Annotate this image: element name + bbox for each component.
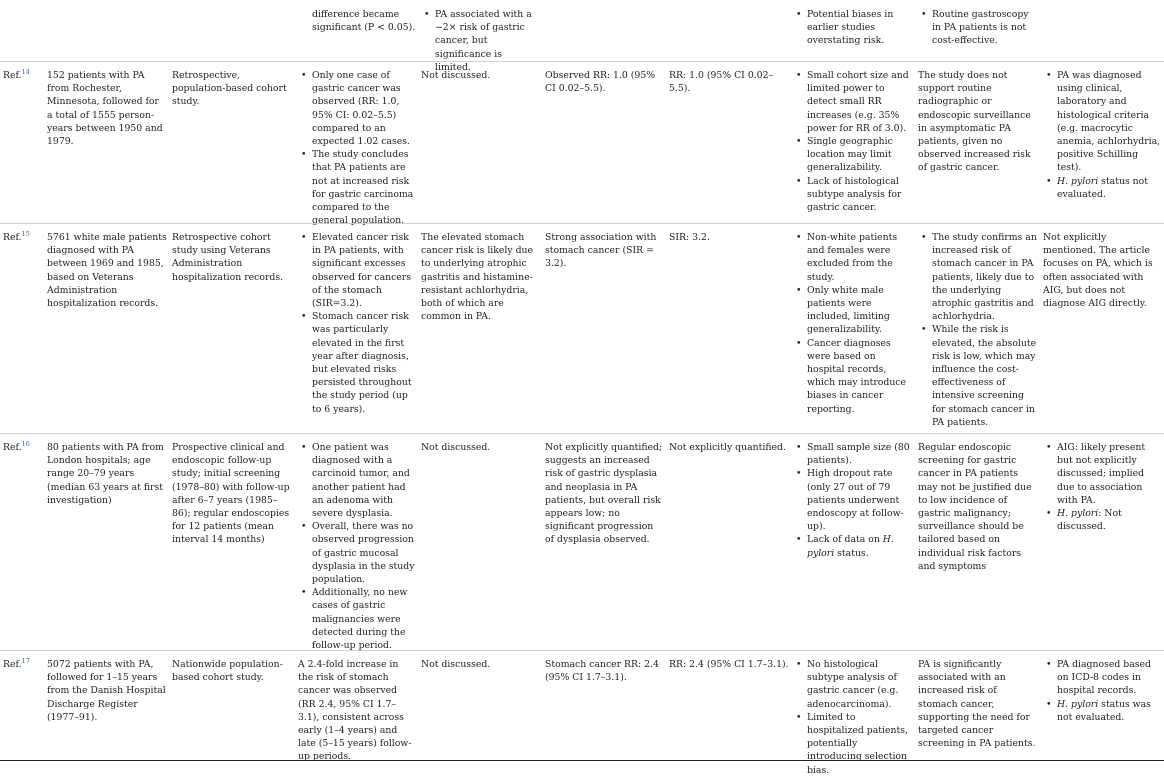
notes-cell — [1043, 441, 1162, 533]
list-item: • Small cohort size and limited power to detect small RR increases (e.g. 35% power for RR of 3.0). — [796, 70, 909, 134]
notes-cell: Not explicitly mentioned. The article focuses on PA, which is often associated with AIG, but does not diagnose AIG directly. — [1043, 232, 1153, 310]
implications-cell — [918, 231, 1038, 429]
list-item: • Only one case of gastric cancer was observed (RR: 1.0, 95% CI: 0.02–5.5) compared to an expected 1.02 cases. — [301, 70, 410, 148]
list-item: • Stomach cancer risk was particularly elevated in the first year after diagnosis, but elevated risks persisted throughout the study period (up to 6 years). — [301, 311, 412, 415]
findings-cell: A 2.4-fold increase in the risk of stomach cancer was observed (RR 2.4, 95% CI 1.7–3.1), consistent across early (1–4 years) and late (5–15 years) follow-up periods. — [298, 659, 412, 763]
notes-cell — [1043, 69, 1162, 201]
list-item: • While the risk is elevated, the absolute risk is low, which may influence the cost-effectiveness of intensive screening for stomach cancer in PA patients. — [921, 324, 1037, 428]
mechanism-cell: The elevated stomach cancer risk is likely due to underlying atrophic gastritis and histamine-resistant achlorhydria, both of which are common in PA. — [421, 232, 534, 323]
list-item: • Lack of data on H. pylori status. — [796, 534, 894, 559]
list-item: • Routine gastroscopy in PA patients is not cost-effective. — [921, 9, 1029, 47]
list-item: • H. pylori: Not discussed. — [1046, 508, 1122, 533]
limitations-cell — [793, 658, 913, 777]
list-item: • PA diagnosed based on ICD-8 codes in hospital records. — [1046, 659, 1151, 697]
population-cell: 80 patients with PA from London hospitals; age range 20–79 years (median 63 years at first investigation) — [47, 442, 164, 506]
design-cell: Prospective clinical and endoscopic follow-up study; initial screening (1978–80) with follow-up after 6–7 years (1985–86); regular endoscopies for 12 patients (mean interval 14 months) — [172, 442, 290, 546]
list-item: • H. pylori status not evaluated. — [1046, 175, 1148, 200]
risk-cell: Strong association with stomach cancer (SIR = 3.2). — [545, 232, 657, 270]
ref-link[interactable]: 15 — [21, 229, 30, 238]
list-item: • Potential biases in earlier studies overstating risk. — [796, 9, 894, 47]
mechanism-cell: Not discussed. — [421, 442, 491, 453]
list-item: • One patient was diagnosed with a carcinoid tumor, and another patient had an adenoma with severe dysplasia. — [301, 442, 410, 520]
stat-cell: RR: 2.4 (95% CI 1.7–3.1). — [669, 659, 789, 670]
ref-cell: Ref.$^{15}$ — [3, 229, 30, 243]
risk-cell: Observed RR: 1.0 (95% CI 0.02–5.5). — [545, 70, 656, 95]
list-item: • PA was diagnosed using clinical, laboratory and histological criteria (e.g. macrocytic anemia, achlorhydria, positive Schilling test). — [1046, 70, 1161, 174]
implications-cell — [918, 8, 1038, 48]
population-cell: 152 patients with PA from Rochester, Minnesota, followed for a total of 1555 person-years between 1950 and 1979. — [47, 70, 163, 148]
population-cell: 5072 patients with PA, followed for 1–15 years from the Danish Hospital Discharge Register (1977–91). — [47, 659, 166, 723]
list-item: • Single geographic location may limit generalizability. — [796, 136, 893, 174]
ref-cell: Ref.$^{14}$ — [3, 67, 30, 81]
list-item: • Additionally, no new cases of gastric malignancies were detected during the follow-up period. — [301, 587, 408, 652]
findings-text: difference became significant (P < 0.05). — [312, 9, 416, 34]
implications-cell: The study does not support routine radiographic or endoscopic surveillance in asymptomatic PA patients, given no observed increased risk of gastric cancer. — [918, 70, 1031, 174]
limitations-cell — [793, 441, 913, 560]
list-item: • Lack of histological subtype analysis for gastric cancer. — [796, 175, 902, 214]
risk-cell: Stomach cancer RR: 2.4 (95% CI 1.7–3.1). — [545, 659, 659, 684]
ref-link[interactable]: 16 — [21, 439, 30, 448]
stat-cell: RR: 1.0 (95% CI 0.02–5.5). — [669, 70, 774, 95]
limitations-cell — [793, 231, 913, 416]
findings-cell — [298, 441, 416, 652]
mechanism-cell: Not discussed. — [421, 70, 491, 81]
table-row — [0, 650, 1164, 776]
notes-cell — [1043, 658, 1162, 724]
mechanism-cell: Not discussed. — [421, 659, 491, 670]
list-item: • Non-white patients and females were excluded from the study. — [796, 232, 898, 283]
table-row — [0, 223, 1164, 434]
findings-cell — [298, 231, 416, 416]
design-cell: Retrospective, population-based cohort study. — [172, 70, 287, 108]
ref-link[interactable]: 14 — [21, 67, 30, 76]
ref-cell: Ref.$^{17}$ — [3, 656, 30, 670]
stat-cell: SIR: 3.2. — [669, 232, 710, 243]
list-item: • Limited to hospitalized patients, potentially introducing selection bias. — [796, 711, 908, 776]
ref-cell: Ref.$^{16}$ — [3, 439, 30, 453]
table-row — [0, 61, 1164, 227]
list-item: • Overall, there was no observed progression of gastric mucosal dysplasia in the study population. — [301, 521, 415, 586]
implications-cell: PA is significantly associated with an increased risk of stomach cancer, supporting the need for targeted cancer screening in PA patients. — [918, 659, 1036, 750]
list-item: • AIG: likely present but not explicitly discussed; implied due to association with PA. — [1046, 442, 1146, 506]
list-item: • High dropout rate (only 27 out of 79 patients underwent endoscopy at follow-up). — [796, 468, 904, 533]
list-item: • The study confirms an increased risk of stomach cancer in PA patients, likely due to the underlying atrophic gastritis and achlorhydria. — [921, 232, 1037, 323]
list-item: • No histological subtype analysis of gastric cancer (e.g. adenocarcinoma). — [796, 659, 899, 710]
stat-cell: Not explicitly quantified. — [669, 442, 786, 453]
list-item: • The study concludes that PA patients are not at increased risk for gastric carcinoma compared to the general population. — [301, 149, 414, 227]
table-bottom-rule — [0, 760, 1164, 761]
table-row — [0, 433, 1164, 651]
list-item: • Only white male patients were included, limiting generalizability. — [796, 284, 890, 336]
list-item: • Cancer diagnoses were based on hospital records, which may introduce biases in cancer reporting. — [796, 337, 907, 415]
risk-cell: Not explicitly quantified; suggests an increased risk of gastric dysplasia and neoplasia in PA patients, but overall risk appears low; no significant progression of dysplasia observed. — [545, 442, 663, 546]
findings-cell — [298, 8, 416, 34]
list-item: • Elevated cancer risk in PA patients, with significant excesses observed for cancers of the stomach (SIR=3.2). — [301, 232, 412, 310]
design-cell: Nationwide population-based cohort study. — [172, 659, 283, 684]
implications-cell: Regular endoscopic screening for gastric cancer in PA patients may not be justified due to low incidence of gastric malignancy; surveillance should be tailored based on individual risk factors and symptoms — [918, 442, 1032, 572]
population-cell: 5761 white male patients diagnosed with PA between 1969 and 1985, based on Veterans Administration hospitalization records. — [47, 232, 167, 310]
design-cell: Retrospective cohort study using Veterans Administration hospitalization records. — [172, 232, 284, 283]
list-item: • PA associated with a ~2× risk of gastric cancer, but significance is limited. — [424, 9, 532, 73]
list-item: • Small sample size (80 patients). — [796, 442, 910, 467]
limitations-cell — [793, 69, 913, 214]
ref-link[interactable]: 17 — [21, 656, 30, 665]
limitations-cell — [793, 8, 913, 48]
list-item: • H. pylori status was not evaluated. — [1046, 698, 1151, 723]
findings-cell — [298, 69, 416, 227]
